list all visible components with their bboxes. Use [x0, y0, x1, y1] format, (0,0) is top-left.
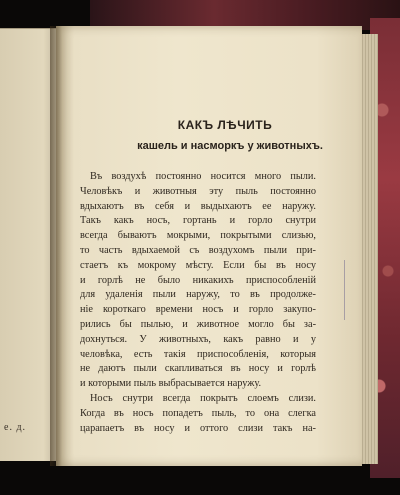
- text-line: Такъ какъ носъ, гортань и горло снутри: [80, 215, 316, 227]
- book-gutter: [50, 26, 62, 466]
- text-line: и горлѣ не было никакихъ приспособленій: [80, 274, 316, 286]
- text-line: всегда бываютъ мокрыми, покрытыми слизью,: [80, 230, 316, 242]
- left-page-fragment: е. д.: [4, 422, 27, 433]
- text-line: Носъ снутри всегда покрытъ слоемъ слизи.: [90, 392, 316, 404]
- text-line: то часть вдыхаемой съ воздухомъ пыли при-: [80, 244, 316, 256]
- text-line: не даютъ пыли скапливаться въ носу и горлѣ: [80, 363, 316, 375]
- text-line: вдыхаютъ въ себя и выдыхаютъ ее наружу.: [80, 200, 316, 212]
- text-line: Въ воздухѣ постоянно носится много пыли.: [90, 171, 316, 182]
- text-line: царапаетъ въ носу и оттого слизи такъ на-: [80, 422, 316, 434]
- page-stack-edge: [360, 34, 378, 464]
- text-line: дохнуться. У животныхъ, какъ равно и у: [80, 333, 316, 345]
- text-line: и которыми пыль выбрасывается наружу.: [80, 378, 262, 390]
- text-line: для удаленія пыли наружу, то въ продолже-: [80, 289, 316, 301]
- article-body: [80, 170, 316, 436]
- text-line: человѣка, есть такія приспособленія, которыя: [80, 348, 316, 360]
- article-subtitle: кашель и насморкъ у животныхъ.: [137, 140, 323, 152]
- text-line: рились бы пылью, и животное могло бы за-: [80, 318, 316, 330]
- text-line: Человѣкъ и животныя эту пыль постоянно: [80, 185, 316, 197]
- pencil-margin-mark: [344, 260, 357, 320]
- text-line: ніе короткаго времени носъ и горло закупо-: [80, 304, 316, 316]
- text-line: Когда въ носъ попадетъ пыль, то она слегка: [80, 407, 316, 419]
- text-line: стаетъ къ мокрому мѣсту. Если бы въ носу: [80, 259, 316, 271]
- article-title: КАКЪ ЛѢЧИТЬ: [177, 118, 273, 132]
